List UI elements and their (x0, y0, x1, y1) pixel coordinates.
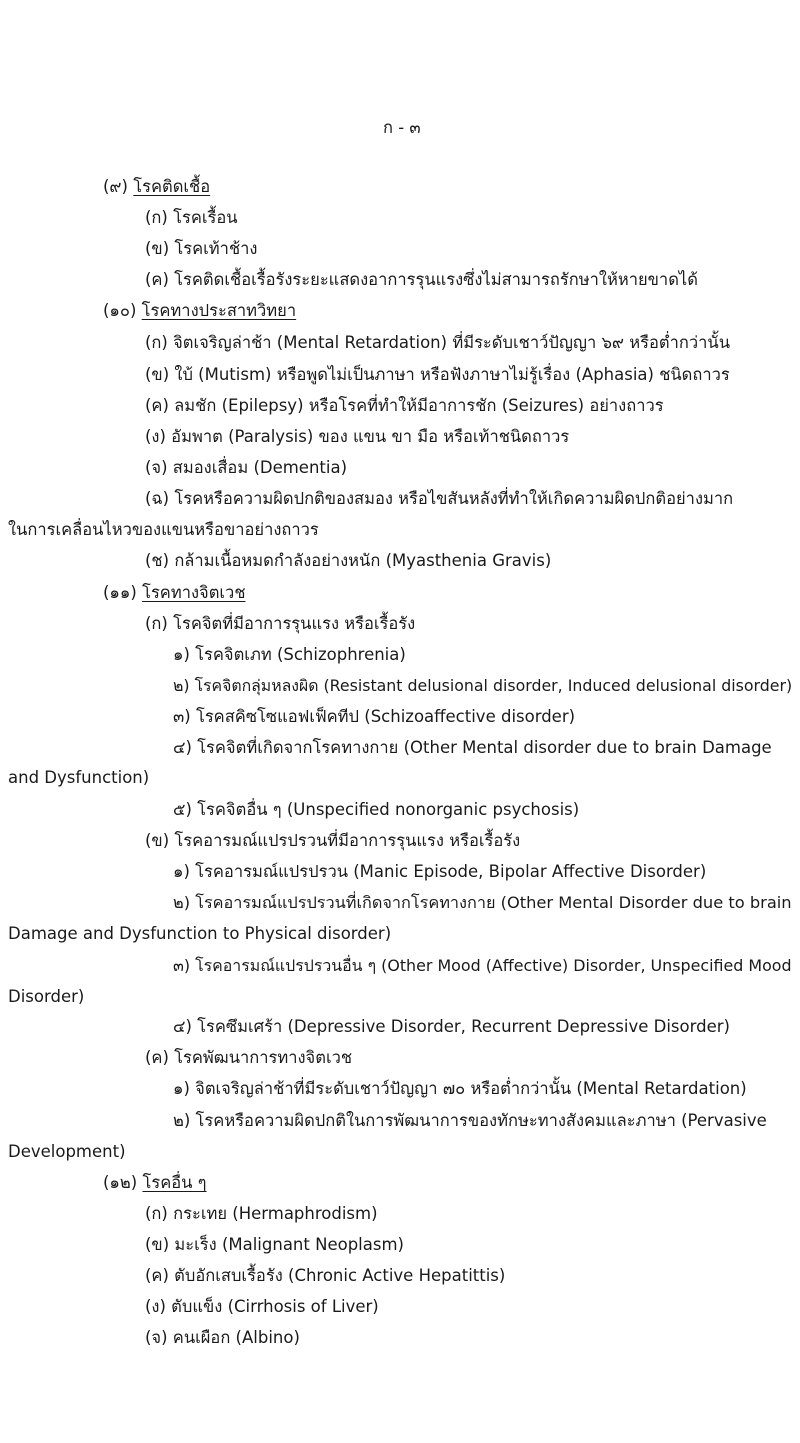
list-item-continuation: Development) (8, 1142, 126, 1161)
list-item: ๑) โรคอารมณ์แปรปรวน (Manic Episode, Bipolar Affective Disorder) (173, 862, 707, 881)
list-item: ๑) โรคจิตเภท (Schizophrenia) (173, 645, 406, 664)
section-number: (๑๒) (103, 1173, 138, 1192)
section-title: โรคอื่น ๆ (142, 1173, 207, 1192)
list-item-continuation: and Dysfunction) (8, 768, 150, 787)
list-item: (ค) โรคติดเชื้อเรื้อรังระยะแสดงอาการรุนแรงซึ่งไม่สามารถรักษาให้หายขาดได้ (145, 270, 698, 289)
list-item: (ข) โรคเท้าช้าง (145, 239, 258, 258)
section-title: โรคติดเชื้อ (133, 177, 211, 196)
subsection-heading: (ข) โรคอารมณ์แปรปรวนที่มีอาการรุนแรง หรือเรื้อรัง (145, 831, 521, 850)
section-title: โรคทางจิตเวช (142, 583, 246, 602)
list-item: (ง) ตับแข็ง (Cirrhosis of Liver) (145, 1297, 379, 1316)
list-item: (ข) ใบ้ (Mutism) หรือพูดไม่เป็นภาษา หรือฟังภาษาไม่รู้เรื่อง (Aphasia) ชนิดถาวร (145, 365, 730, 384)
section-number: (๑๑) (103, 583, 137, 602)
list-item: (ค) ตับอักเสบเรื้อรัง (Chronic Active Hepatittis) (145, 1266, 506, 1285)
section-12-heading (103, 1172, 207, 1194)
list-item-continuation: Disorder) (8, 987, 85, 1006)
subsection-heading: (ค) โรคพัฒนาการทางจิตเวช (145, 1048, 353, 1067)
list-item: ๒) โรคหรือความผิดปกติในการพัฒนาการของทักษะทางสังคมและภาษา (Pervasive (173, 1111, 767, 1130)
list-item: (ก) จิตเจริญล่าช้า (Mental Retardation) ที่มีระดับเชาว์ปัญญา ๖๙ หรือต่ำกว่านั้น (145, 333, 730, 352)
list-item: (ข) มะเร็ง (Malignant Neoplasm) (145, 1235, 404, 1254)
section-number: (๙) (103, 177, 128, 196)
section-10-heading (103, 300, 296, 322)
list-item: ๕) โรคจิตอื่น ๆ (Unspecified nonorganic psychosis) (173, 800, 580, 819)
list-item: (ฉ) โรคหรือความผิดปกติของสมอง หรือไขสันหลังที่ทำให้เกิดความผิดปกติอย่างมาก (145, 489, 734, 508)
list-item: ๔) โรคซึมเศร้า (Depressive Disorder, Recurrent Depressive Disorder) (173, 1017, 730, 1036)
list-item: (จ) สมองเสื่อม (Dementia) (145, 458, 348, 477)
list-item-continuation: ในการเคลื่อนไหวของแขนหรือขาอย่างถาวร (8, 520, 319, 539)
list-item: (ช) กล้ามเนื้อหมดกำลังอย่างหนัก (Myasthenia Gravis) (145, 551, 552, 570)
list-item: ๔) โรคจิตที่เกิดจากโรคทางกาย (Other Mental disorder due to brain Damage (173, 738, 772, 757)
list-item: (ง) อัมพาต (Paralysis) ของ แขน ขา มือ หรือเท้าชนิดถาวร (145, 427, 570, 446)
list-item-continuation: Damage and Dysfunction to Physical disorder) (8, 924, 392, 943)
subsection-heading: (ก) โรคจิตที่มีอาการรุนแรง หรือเรื้อรัง (145, 614, 416, 633)
list-item: ๓) โรคอารมณ์แปรปรวนอื่น ๆ (Other Mood (Affective) Disorder, Unspecified Mood (173, 956, 792, 975)
section-number: (๑๐) (103, 301, 137, 320)
list-item: (ค) ลมชัก (Epilepsy) หรือโรคที่ทำให้มีอาการชัก (Seizures) อย่างถาวร (145, 396, 664, 415)
page-number: ก - ๓ (383, 118, 421, 137)
section-9-heading (103, 176, 210, 198)
list-item: ๒) โรคจิตกลุ่มหลงผิด (Resistant delusional disorder, Induced delusional disorder) (173, 676, 793, 695)
list-item: (จ) คนเผือก (Albino) (145, 1328, 300, 1347)
section-11-heading (103, 582, 246, 604)
list-item: ๑) จิตเจริญล่าช้าที่มีระดับเชาว์ปัญญา ๗๐ หรือต่ำกว่านั้น (Mental Retardation) (173, 1079, 747, 1098)
list-item: ๒) โรคอารมณ์แปรปรวนที่เกิดจากโรคทางกาย (Other Mental Disorder due to brain (173, 893, 792, 912)
list-item: ๓) โรคสคิซโซแอฟเฟ็คทีป (Schizoaffective disorder) (173, 707, 576, 726)
list-item: (ก) กระเทย (Hermaphrodism) (145, 1204, 378, 1223)
list-item: (ก) โรคเรื้อน (145, 208, 238, 227)
section-title: โรคทางประสาทวิทยา (141, 301, 297, 320)
